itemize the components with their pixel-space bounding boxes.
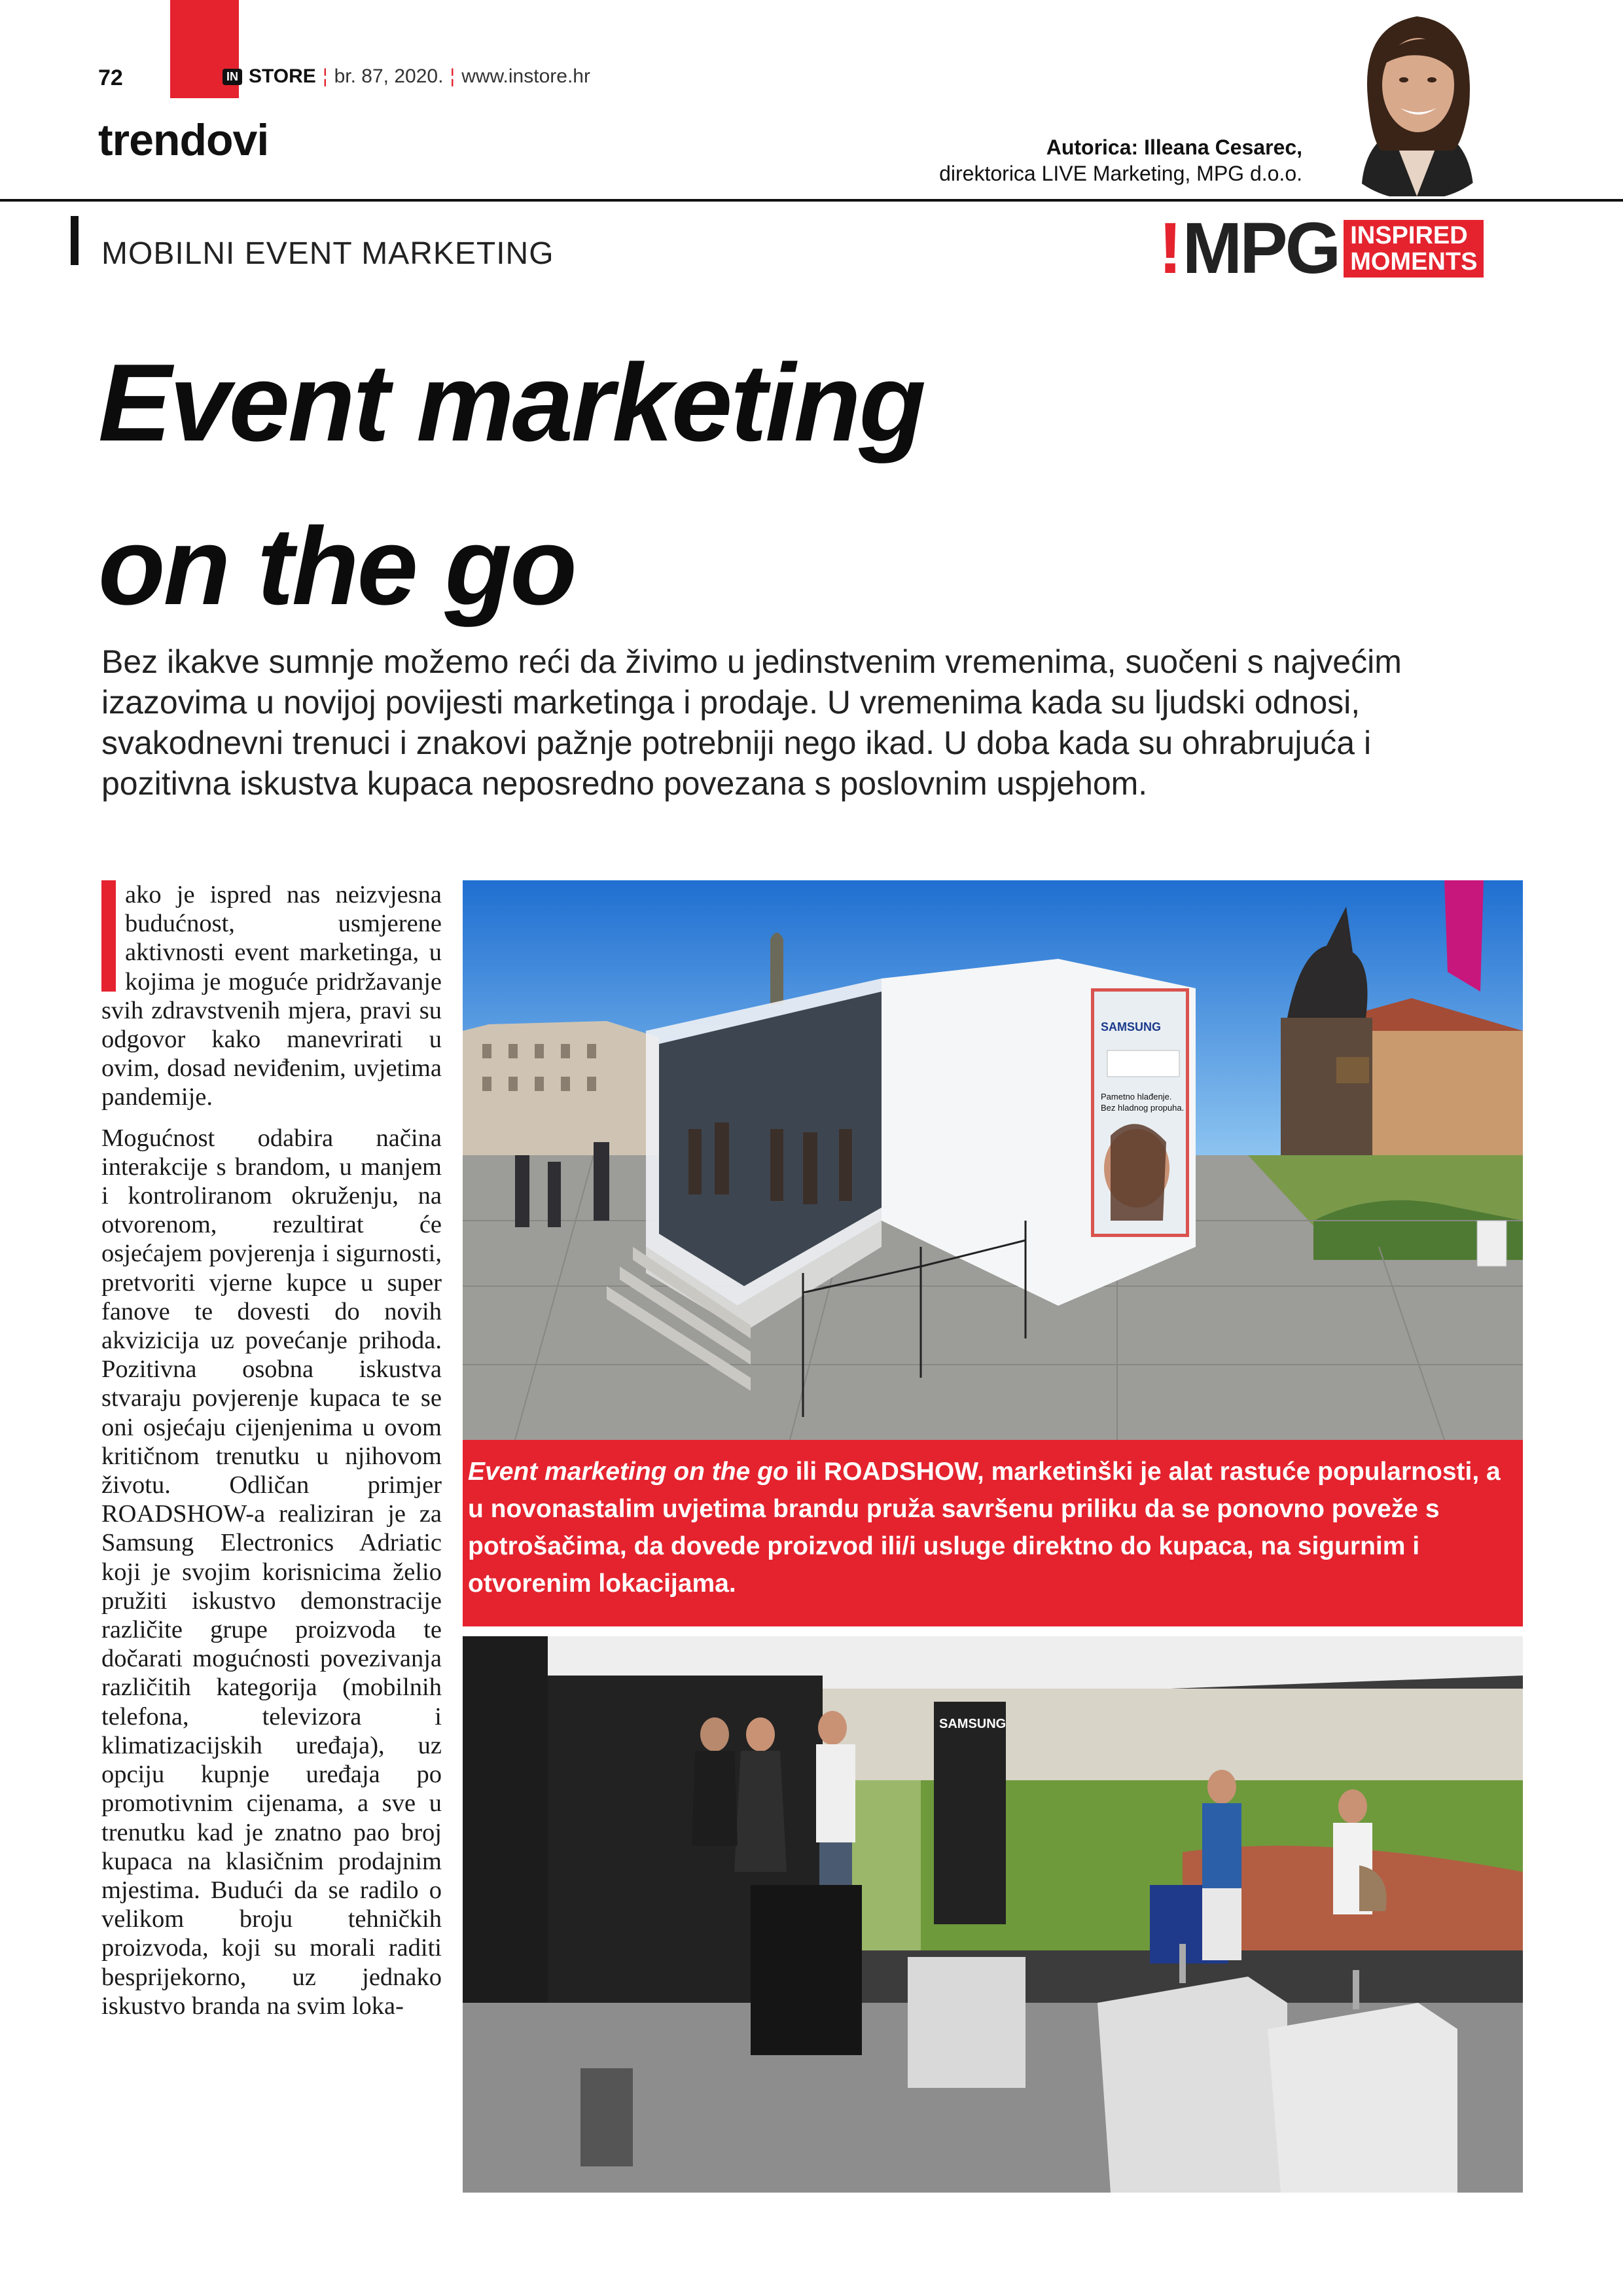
- photo2-samsung-label: SAMSUNG: [939, 1717, 1007, 1731]
- author-portrait: [1322, 0, 1512, 200]
- photo1-ad-line2: Bez hladnog propuha.: [1101, 1103, 1185, 1113]
- issue-info: br. 87, 2020.: [334, 65, 444, 87]
- photo1-samsung-label: SAMSUNG: [1101, 1020, 1162, 1033]
- instore-logo-in: IN: [223, 69, 242, 85]
- author-role: direktorica LIVE Marketing, MPG d.o.o.: [939, 162, 1302, 185]
- mpg-logo-word: MPG: [1182, 208, 1339, 289]
- headline-line1: Event marketing: [98, 341, 925, 464]
- photo-caption: [463, 1440, 1523, 1626]
- separator: ¦: [450, 65, 455, 87]
- body-paragraph: Mogućnost odabira načina interakcije s brandom, u manjem i kontroliranom okruženju, na otvorenom, rezultirat će osjećajem povjerenja i sigurnosti, pretvoriti vjerne kupce u super fanove te dovesti do novih akvizicija uz povećanje prihoda. Pozitivna osobna iskustva stvaraju povjerenje kupaca te se oni osjećaju cijenjenima u ovom kritičnom trenutku u njihovom životu. Odličan primjer ROADSHOW-a realiziran je za Samsung Electronics Adriatic koji je svojim korisnicima želio pružiti iskustvo demonstracije različite grupe proizvoda te dočarati mogućnosti povezivanja različitih kategorija (mobilnih telefona, televizora i klimatizacijskih uređaja), uz opciju kupnje uređaja po promotivnim cijenama, a sve u trenutku kad je znatno pao broj kupaca na klasičnim prodajnim mjestima. Budući da se radilo o velikom broju tehničkih proizvoda, koji su morali raditi besprijekorno, uz jednako iskustvo branda na svim loka-: [101, 1124, 442, 2020]
- drop-cap-bar: [101, 880, 116, 992]
- headline: [98, 321, 924, 648]
- page-number: 72: [98, 65, 123, 90]
- body-paragraph: [101, 880, 442, 1112]
- magazine-masthead: [223, 65, 590, 88]
- caption-italic: Event marketing on the go: [468, 1458, 789, 1486]
- website: www.instore.hr: [461, 65, 590, 87]
- mpg-logo: [1158, 208, 1484, 289]
- kicker-bar: [71, 216, 79, 265]
- mpg-logo-mark: !: [1158, 208, 1183, 289]
- lead-paragraph: Bez ikakve sumnje možemo reći da živimo u jedinstvenim vremenima, suočeni s najvećim izazovima u novijoj povijesti marketinga i prodaje. U vremenima kada su ljudski odnosi, svakodnevni trenuci i znakovi pažnje potrebniji nego ikad. U doba kada su ohrabrujuća i pozitivna iskustva kupaca neposredno povezana s poslovnim uspjehom.: [101, 643, 1402, 802]
- article-body: [101, 880, 442, 2032]
- mpg-tagline-line2: MOMENTS: [1350, 248, 1478, 276]
- separator: ¦: [322, 65, 328, 87]
- section-title: trendovi: [98, 115, 269, 165]
- body-paragraph-text: ako je ispred nas neizvjesna budućnost, usmjerene aktivnosti event marketinga, u kojima je moguće pridržavanje svih zdravstvenih mjera, pravi su odgovor kako manevrirati u ovim, dosad neviđenim, uvjetima pandemije.: [101, 881, 442, 1111]
- headline-line2: on the go: [98, 505, 575, 628]
- mpg-tagline-line1: INSPIRED: [1350, 222, 1468, 249]
- caption-text: ili ROADSHOW, marketinški je alat rastuće popularnosti, a u novonastalim uvjetima brandu pruža savršenu priliku da se ponovno poveže s potrošačima, da dovede proizvod ili/i usluge direktno do kupaca, na sigurnim i otvorenim lokacijama.: [468, 1458, 1501, 1598]
- kicker: MOBILNI EVENT MARKETING: [101, 236, 554, 271]
- photo1-ad-line1: Pametno hlađenje.: [1101, 1092, 1172, 1102]
- photo-roadshow-truck: [463, 880, 1523, 1440]
- author-credit: [939, 134, 1302, 187]
- mpg-logo-tagline: [1344, 220, 1484, 278]
- header-rule: [0, 199, 1623, 202]
- instore-logo-store: STORE: [249, 65, 316, 87]
- author-name: Autorica: Illeana Cesarec,: [1046, 135, 1302, 159]
- photo-roadshow-interior: [463, 1636, 1523, 2193]
